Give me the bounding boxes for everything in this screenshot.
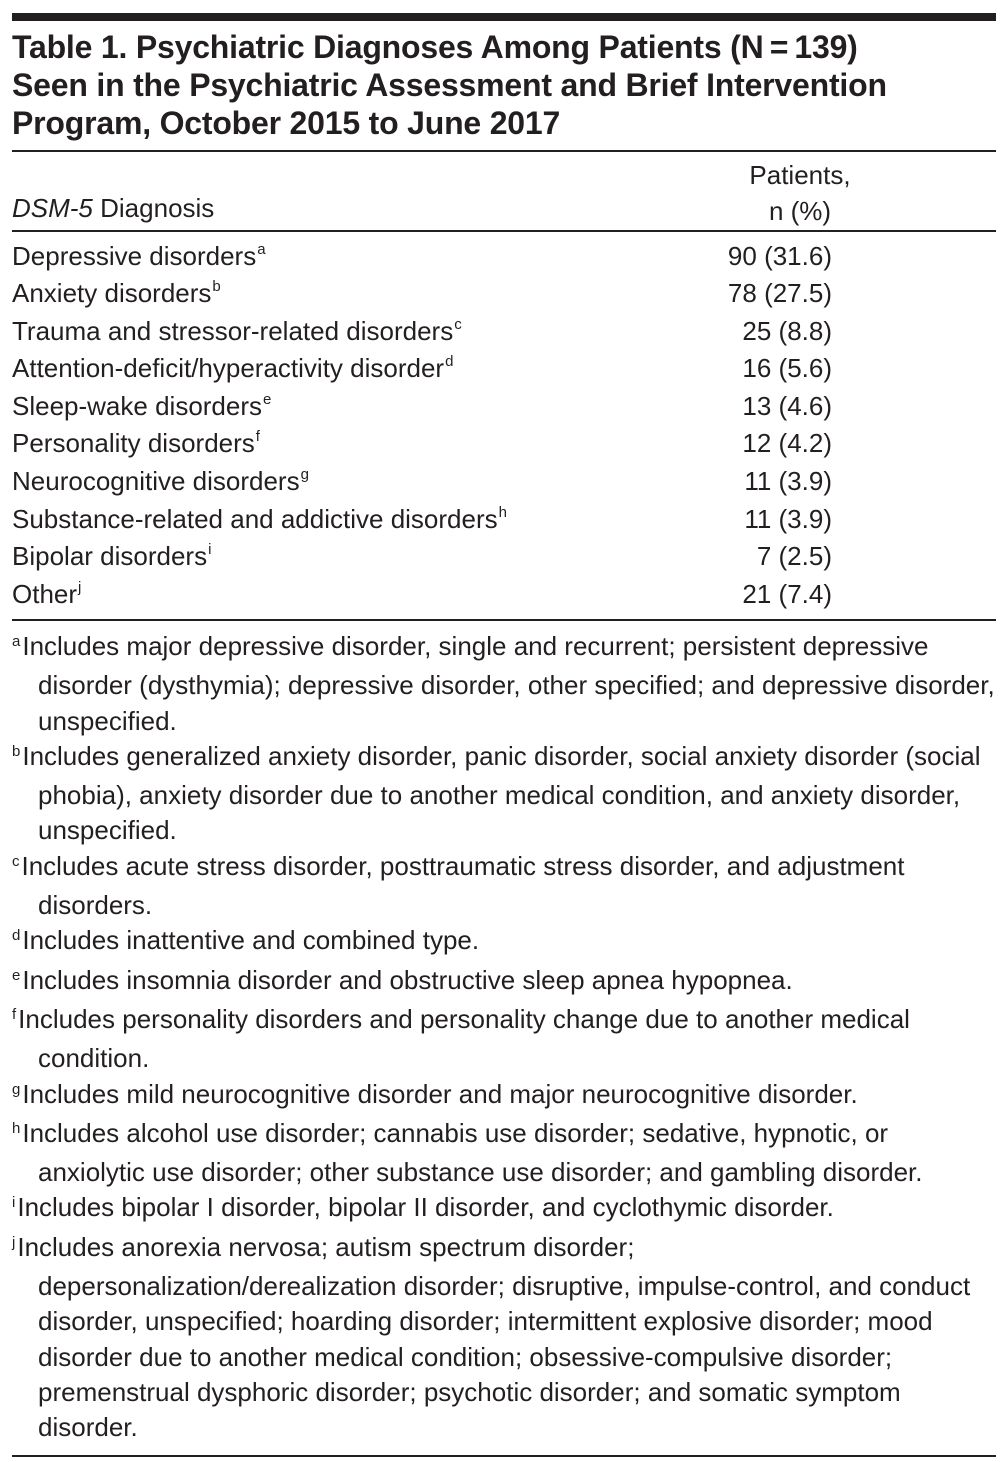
- row-label: [12, 388, 271, 430]
- row-label: [12, 576, 81, 618]
- row-value: 12 (4.2): [742, 428, 832, 459]
- footnote-text: Includes insomnia disorder and obstructive sleep apnea hypopnea.: [22, 964, 793, 995]
- footnote: [12, 629, 996, 739]
- column-header-rest: Diagnosis: [92, 193, 215, 223]
- footnote: [12, 1002, 996, 1077]
- row-footnote-mark: i: [208, 541, 212, 559]
- table-body: [12, 238, 996, 614]
- row-footnote-mark: d: [445, 353, 454, 371]
- footnote: [12, 1077, 996, 1116]
- row-label-text: Attention-deficit/hyperactivity disorder: [12, 353, 445, 384]
- table-row: [12, 238, 996, 276]
- footnote-text: Includes personality disorders and personality change due to another medical condition.: [18, 1003, 910, 1074]
- footnote-mark: a: [12, 632, 21, 650]
- row-label: [12, 425, 260, 467]
- row-label: [12, 463, 309, 505]
- row-label-text: Personality disorders: [12, 428, 255, 459]
- row-label: [12, 275, 221, 317]
- row-label-text: Substance-related and addictive disorders: [12, 503, 498, 534]
- row-label: [12, 501, 507, 543]
- title-line-3: Program, October 2015 to June 2017: [12, 105, 561, 141]
- column-header-row: [12, 152, 996, 230]
- row-label-text: Other: [12, 578, 78, 609]
- table-title: [12, 28, 996, 142]
- table-row: [12, 313, 996, 351]
- footnote: [12, 739, 996, 849]
- row-footnote-mark: a: [257, 240, 266, 258]
- row-label: [12, 538, 211, 580]
- row-value: 11 (3.9): [744, 503, 832, 534]
- row-value: 16 (5.6): [742, 353, 832, 384]
- footnote-mark: i: [12, 1194, 16, 1212]
- row-value: 21 (7.4): [742, 578, 832, 609]
- footnote-mark: g: [12, 1080, 21, 1098]
- table-row: [12, 275, 996, 313]
- footnote-text: Includes generalized anxiety disorder, panic disorder, social anxiety disorder (social phobia), anxiety disorder due to another medical condition, and anxiety disorder, unspecified.: [22, 740, 981, 846]
- row-label-text: Sleep-wake disorders: [12, 390, 263, 421]
- footnote: [12, 923, 996, 962]
- row-value: 7 (2.5): [756, 541, 832, 572]
- column-header-patients-line-1: Patients,: [749, 160, 851, 190]
- footnote-text: Includes major depressive disorder, single and recurrent; persistent depressive disorder (dysthymia); depressive disorder, other specified; and depressive disorder, unspecified.: [22, 630, 995, 736]
- header-rule: [12, 230, 996, 232]
- footnote-mark: b: [12, 742, 21, 760]
- row-value: 11 (3.9): [744, 466, 832, 497]
- table-container: [12, 13, 996, 1457]
- footnote-mark: j: [12, 1233, 16, 1251]
- table-row: [12, 576, 996, 614]
- row-footnote-mark: j: [78, 578, 82, 596]
- row-value: 25 (8.8): [742, 315, 832, 346]
- column-header-diagnosis: [12, 193, 214, 224]
- row-label-text: Trauma and stressor-related disorders: [12, 315, 454, 346]
- top-rule: [12, 13, 996, 21]
- footnote-text: Includes anorexia nervosa; autism spectrum disorder; depersonalization/derealization disorder; disruptive, impulse-control, and conduct disorder, unspecified; hoarding disorder; intermittent explosive disorder; mood disorder due to another medical condition; obsessive-compulsive disorder; premenstrual dysphoric disorder; psychotic disorder; and somatic symptom disorder.: [17, 1231, 971, 1443]
- column-header-italic: DSM-5: [12, 193, 93, 223]
- footnote-text: Includes acute stress disorder, posttraumatic stress disorder, and adjustment disorders.: [21, 850, 905, 921]
- row-label-text: Neurocognitive disorders: [12, 466, 300, 497]
- table-row: [12, 501, 996, 539]
- title-line-1: Table 1. Psychiatric Diagnoses Among Patients (N = 139): [12, 29, 858, 65]
- row-footnote-mark: c: [454, 315, 462, 333]
- footnote-text: Includes bipolar I disorder, bipolar II disorder, and cyclothymic disorder.: [17, 1192, 834, 1223]
- footnote-text: Includes mild neurocognitive disorder and major neurocognitive disorder.: [22, 1078, 858, 1109]
- footnote-mark: d: [12, 927, 21, 945]
- footnote-mark: h: [12, 1119, 21, 1137]
- column-header-patients-line-2: n (%): [768, 196, 832, 226]
- footnote: [12, 849, 996, 924]
- table-row: [12, 388, 996, 426]
- row-label: [12, 350, 453, 392]
- footnote-mark: c: [12, 852, 20, 870]
- row-value: 13 (4.6): [742, 390, 832, 421]
- row-footnote-mark: e: [263, 390, 272, 408]
- title-line-2: Seen in the Psychiatric Assessment and Brief Intervention: [12, 67, 887, 103]
- table-row: [12, 463, 996, 501]
- footnote-mark: f: [12, 1005, 17, 1023]
- row-label: [12, 313, 462, 355]
- column-header-patients: [702, 157, 898, 229]
- row-value: 90 (31.6): [727, 240, 832, 271]
- table-row: [12, 350, 996, 388]
- row-footnote-mark: h: [498, 503, 507, 521]
- footnote-text: Includes inattentive and combined type.: [22, 925, 480, 956]
- footnote-mark: e: [12, 966, 21, 984]
- footnote: [12, 963, 996, 1002]
- footnote-text: Includes alcohol use disorder; cannabis use disorder; sedative, hypnotic, or anxiolytic use disorder; other substance use disorder; and gambling disorder.: [22, 1117, 923, 1188]
- row-label-text: Depressive disorders: [12, 240, 257, 271]
- table-row: [12, 538, 996, 576]
- row-label-text: Bipolar disorders: [12, 541, 208, 572]
- footnote: [12, 1116, 996, 1191]
- table-row: [12, 425, 996, 463]
- row-footnote-mark: g: [300, 466, 309, 484]
- row-footnote-mark: b: [212, 278, 221, 296]
- row-label-text: Anxiety disorders: [12, 278, 212, 309]
- row-value: 78 (27.5): [727, 278, 832, 309]
- body-rule: [12, 619, 996, 621]
- row-label: [12, 238, 266, 280]
- footnote: [12, 1230, 996, 1446]
- bottom-rule: [12, 1455, 996, 1457]
- row-footnote-mark: f: [255, 428, 260, 446]
- footnotes: [12, 629, 996, 1446]
- footnote: [12, 1190, 996, 1229]
